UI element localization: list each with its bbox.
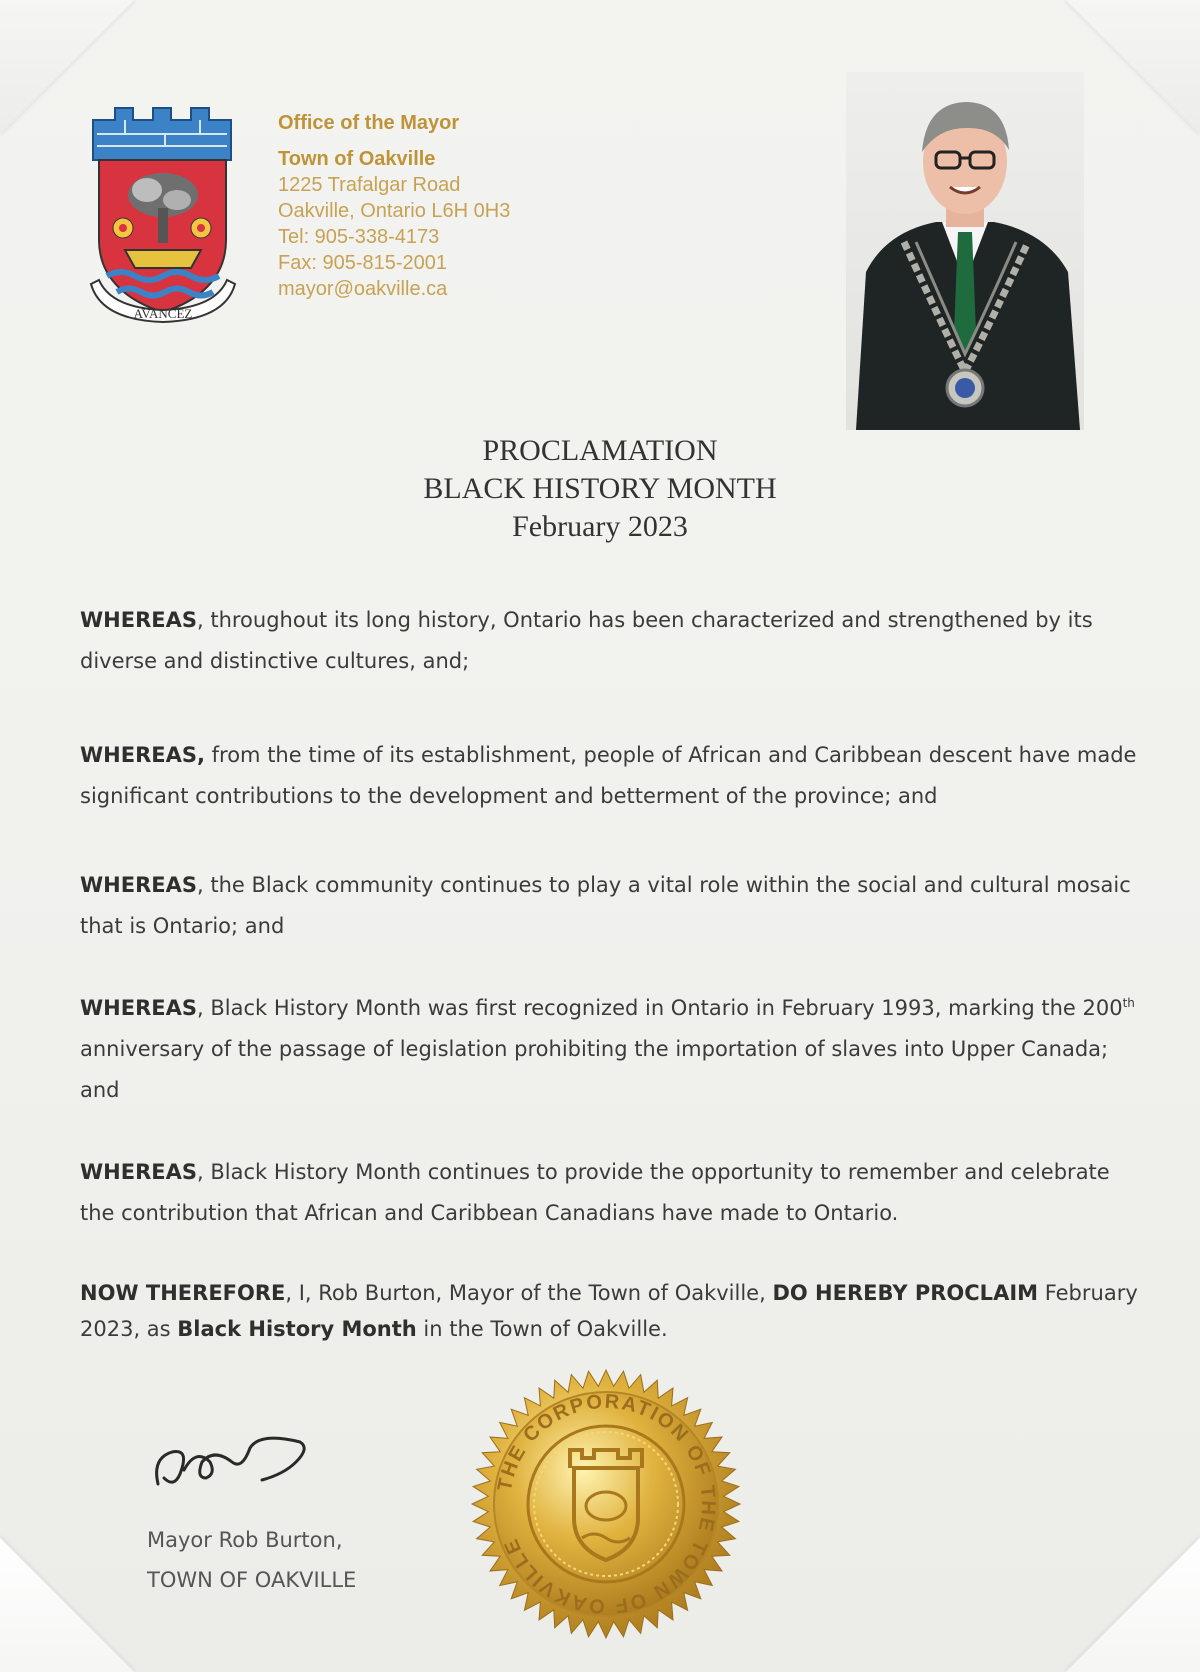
gold-seal-icon — [470, 1368, 742, 1640]
mayor-portrait-icon — [846, 72, 1084, 430]
signatory-name: Mayor Rob Burton, — [147, 1528, 343, 1552]
now-therefore-paragraph: NOW THEREFORE, I, Rob Burton, Mayor of the Town of Oakville, DO HEREBY PROCLAIM February 2023, as Black History Month in the Town of Oakville. — [80, 1281, 1138, 1341]
mayor-portrait-photo — [846, 72, 1084, 430]
crest-motto: AVANCEZ — [133, 306, 193, 321]
office-header — [278, 110, 510, 302]
town-name: Town of Oakville — [278, 148, 436, 170]
address-line-1: 1225 Trafalgar Road — [278, 174, 461, 196]
whereas-paragraph-3: WHEREAS, the Black community continues to play a vital role within the social and cultural mosaic that is Ontario; and — [80, 873, 1131, 938]
email: mayor@oakville.ca — [278, 278, 448, 300]
signatory-block — [147, 1520, 356, 1600]
signatory-title: TOWN OF OAKVILLE — [147, 1568, 357, 1592]
photo-corner-bottom-right — [1066, 1538, 1200, 1672]
title-line-3: February 2023 — [512, 510, 688, 543]
title-line-1: PROCLAMATION — [482, 434, 718, 467]
seal-text: THE CORPORATION OF THE TOWN OF OAKVILLE — [493, 1390, 720, 1618]
fax: Fax: 905-815-2001 — [278, 252, 448, 274]
whereas-paragraph-4: WHEREAS, Black History Month was first recognized in Ontario in February 1993, marking the 200th anniversary of the passage of legislation prohibiting the importation of slaves into Upper Canada; and — [80, 996, 1135, 1102]
proclamation-title — [0, 432, 1200, 546]
whereas-paragraph-2: WHEREAS, from the time of its establishment, people of African and Caribbean descent have made significant contributions to the development and betterment of the province; and — [80, 743, 1137, 808]
photo-corner-top-right — [1066, 0, 1200, 134]
oakville-crest-icon — [85, 100, 240, 330]
address-line-2: Oakville, Ontario L6H 0H3 — [278, 200, 511, 222]
title-line-2: BLACK HISTORY MONTH — [423, 472, 777, 505]
whereas-paragraph-1: WHEREAS, throughout its long history, Ontario has been characterized and strengthened by its diverse and distinctive cultures, and; — [80, 608, 1093, 673]
office-name: Office of the Mayor — [278, 112, 460, 134]
photo-corner-bottom-left — [0, 1538, 134, 1672]
handwritten-signature-icon — [150, 1418, 320, 1498]
whereas-paragraph-5: WHEREAS, Black History Month continues to provide the opportunity to remember and celebrate the contribution that African and Caribbean Canadians have made to Ontario. — [80, 1160, 1110, 1225]
proclamation-body — [80, 600, 1150, 1347]
telephone: Tel: 905-338-4173 — [278, 226, 440, 248]
